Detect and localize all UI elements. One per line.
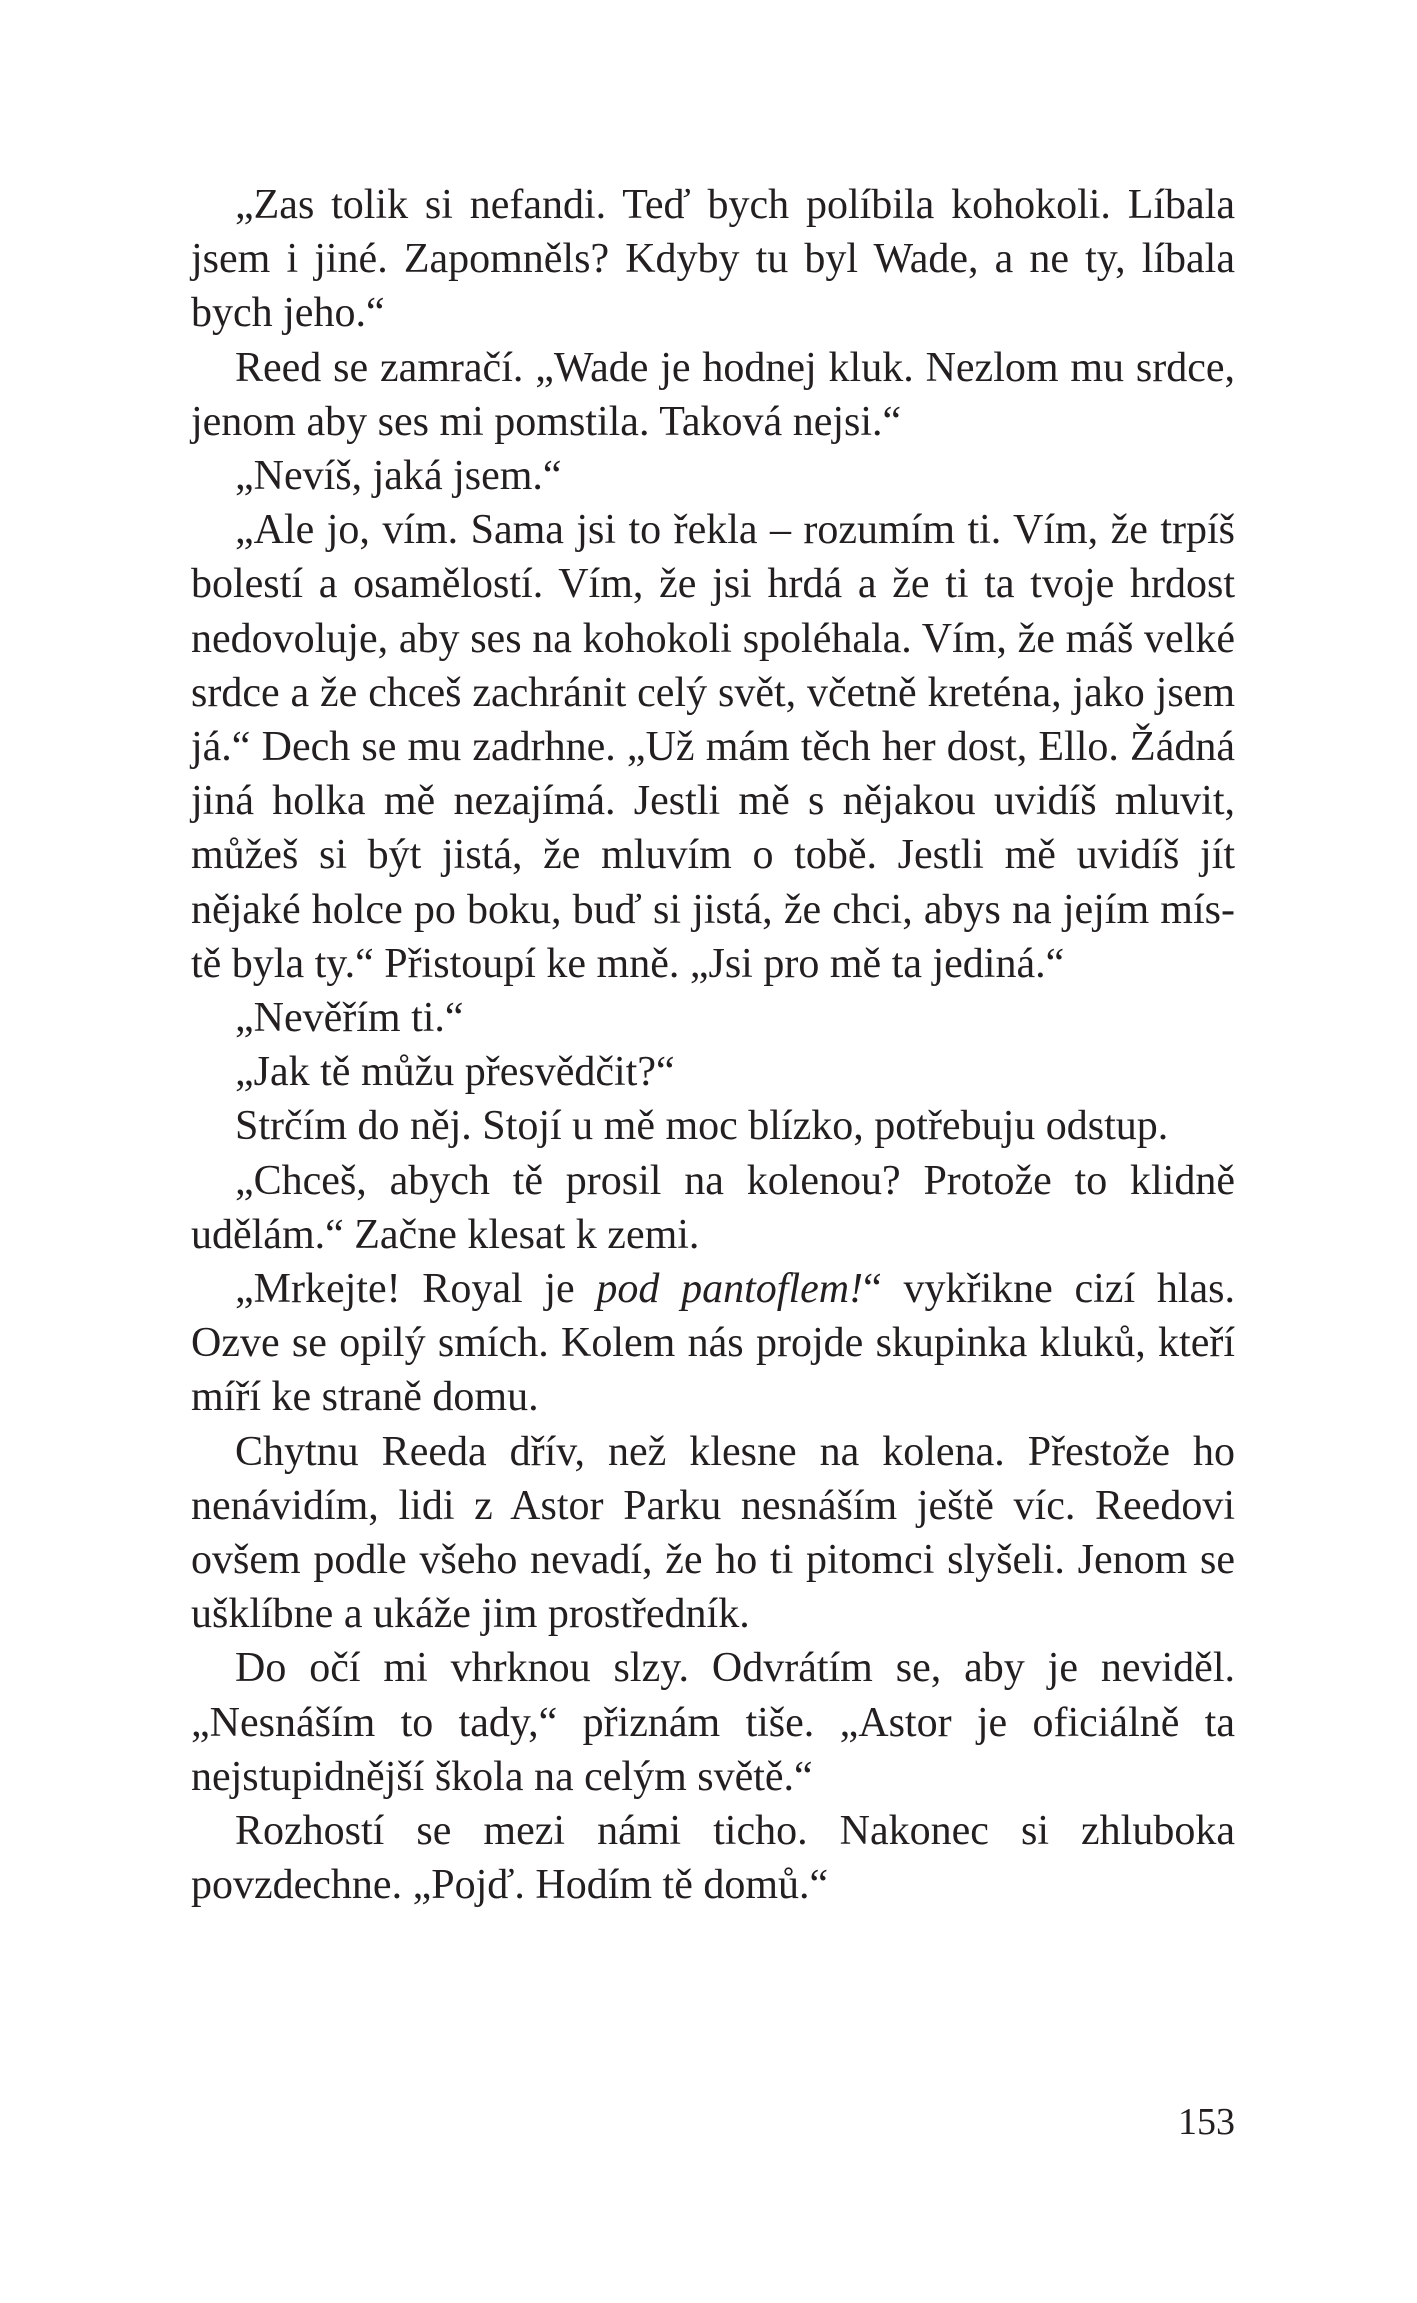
text-run: „Nevěřím ti.“ xyxy=(235,995,464,1042)
text-run: Strčím do něj. Stojí u mě moc blízko, potřebuju odstup. xyxy=(235,1103,1169,1150)
page-number: 153 xyxy=(1178,2101,1235,2143)
paragraph xyxy=(191,1425,1235,1642)
text-run: „Jak tě můžu přesvědčit?“ xyxy=(235,1049,675,1096)
text-run: „Ale jo, vím. Sama jsi to řekla – rozumím ti. Vím, že trpíš bolestí a osamělostí. Vím, že jsi hrdá a že ti ta tvoje hrdost nedovoluje, aby ses na kohokoli spoléhala. Vím, že máš velké srdce a že chceš zachránit celý svět, včetně kreténa, jako jsem já.“ Dech se mu zadrhne. „Už mám těch her dost, Ello. Žádná jiná holka mě nezajímá. Jestli mě s nějakou uvidíš mluvit, můžeš si být jistá, že mluvím o tobě. Jestli mě uvidíš jít nějaké holce po boku, buď si jistá, že chci, abys na jejím místě byla ty.“ Přistoupí ke mně. „Jsi pro mě ta jediná.“ xyxy=(191,507,1235,987)
text-run: „Mrkejte! Royal je xyxy=(235,1266,597,1313)
italic-text: pod pantoflem! xyxy=(596,1266,864,1313)
paragraph xyxy=(191,1262,1235,1425)
paragraph xyxy=(191,1804,1235,1912)
text-run: Reed se zamračí. „Wade je hodnej kluk. Nezlom mu srdce, jenom aby ses mi pomstila. Taková nejsi.“ xyxy=(191,344,1235,445)
text-run: „Chceš, abych tě prosil na kolenou? Protože to klidně udělám.“ Začne klesat k zemi. xyxy=(191,1157,1235,1258)
paragraph xyxy=(191,991,1235,1045)
paragraph xyxy=(191,1099,1235,1153)
paragraph xyxy=(191,1154,1235,1262)
paragraph xyxy=(191,178,1235,341)
paragraph xyxy=(191,1045,1235,1099)
paragraph xyxy=(191,1641,1235,1804)
text-run: Rozhostí se mezi námi ticho. Nakonec si zhluboka povzdechne. „Pojď. Hodím tě domů.“ xyxy=(191,1808,1235,1909)
text-run: “ vykřikne cizí hlas. Ozve se opilý smích. Kolem nás projde skupinka kluků, kteří míří ke straně domu. xyxy=(191,1266,1236,1421)
text-run: „Nevíš, jaká jsem.“ xyxy=(235,453,562,500)
paragraph xyxy=(191,449,1235,503)
paragraph xyxy=(191,503,1235,991)
body-text xyxy=(191,178,1235,1913)
text-run: „Zas tolik si nefandi. Teď bych políbila kohokoli. Líbala jsem i jiné. Zapomněls? Kdyby tu byl Wade, a ne ty, líbala bych jeho.“ xyxy=(191,182,1235,337)
paragraph xyxy=(191,341,1235,449)
text-run: Chytnu Reeda dřív, než klesne na kolena. Přestože ho nenávidím, lidi z Astor Parku nesnáším ještě víc. Reedovi ovšem podle všeho nevadí, že ho ti pitomci slyšeli. Jenom se ušklíbne a ukáže jim prostředník. xyxy=(191,1428,1235,1638)
text-run: Do očí mi vhrknou slzy. Odvrátím se, aby je neviděl. „Nesnáším to tady,“ přiznám tiše. „Astor je oficiálně ta nejstupidnější škola na celým světě.“ xyxy=(191,1645,1235,1800)
